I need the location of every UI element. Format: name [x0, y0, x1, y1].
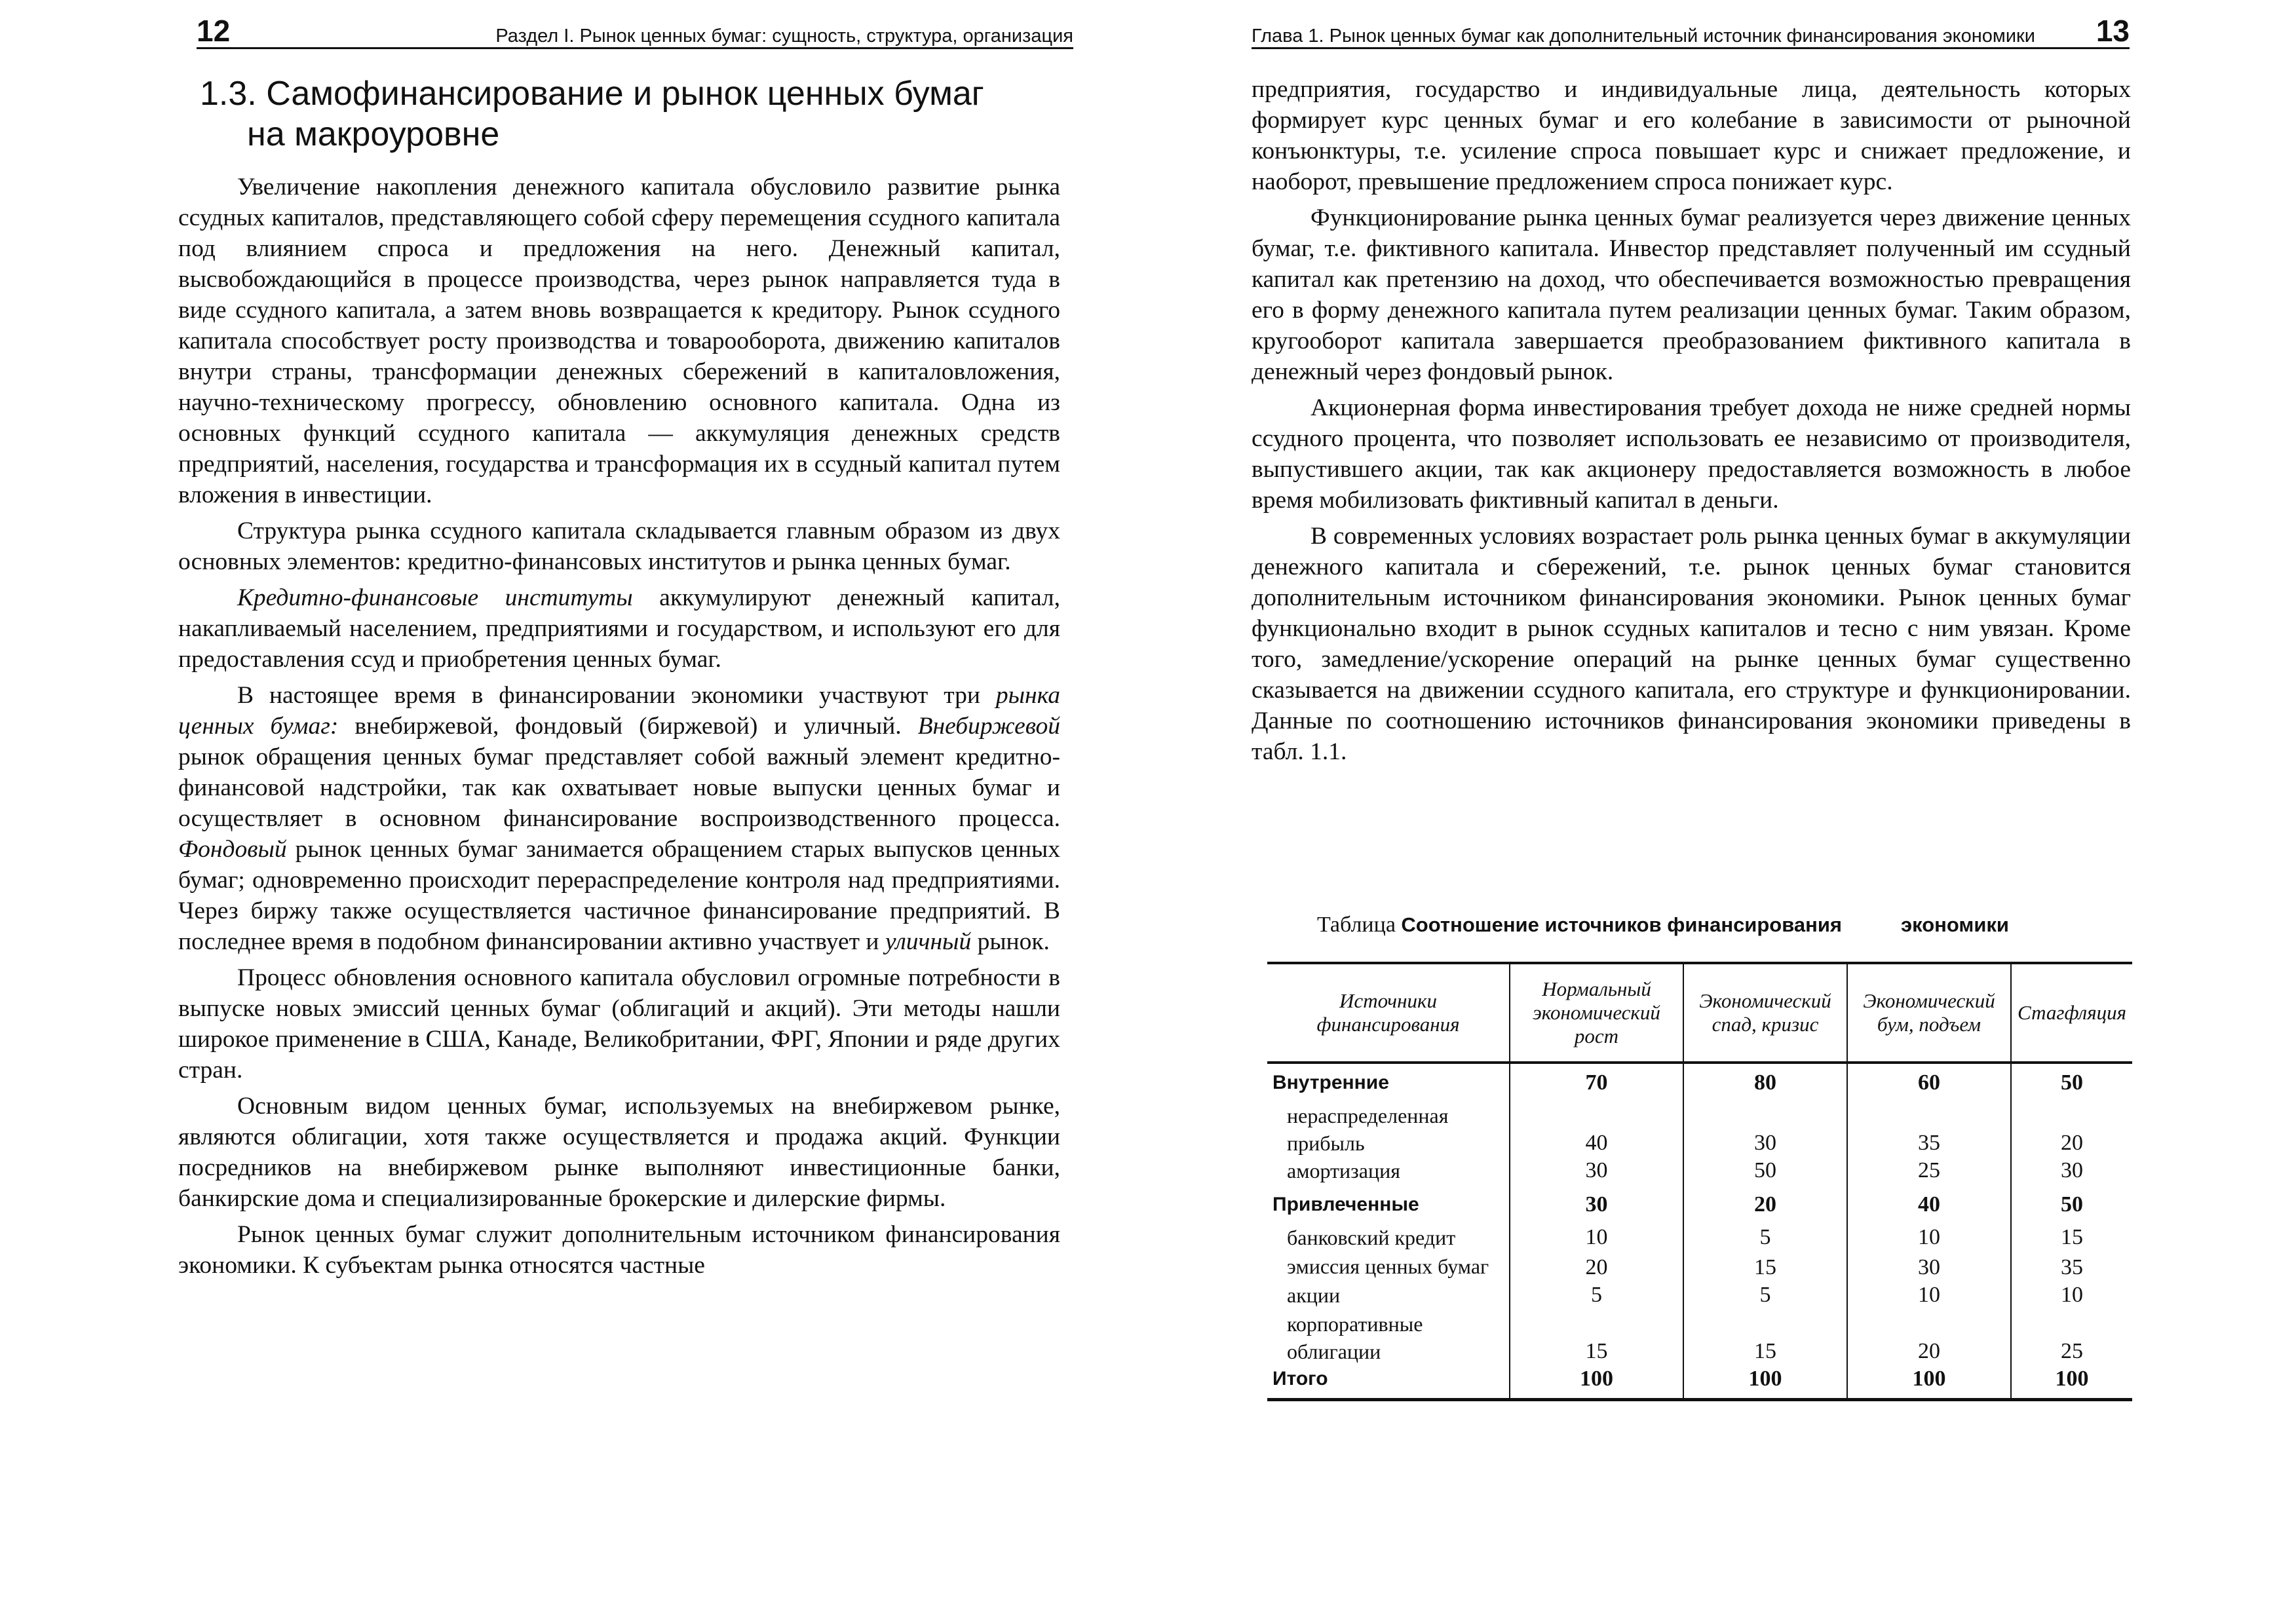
row-label: Привлеченные	[1272, 1194, 1419, 1215]
cell: 100	[2011, 1365, 2132, 1400]
cell: 50	[2011, 1186, 2132, 1224]
row-label: эмиссия ценных бумаг	[1287, 1255, 1489, 1278]
table-row	[1267, 1186, 2132, 1224]
cell: 30	[2011, 1157, 2132, 1186]
cell: 15	[1683, 1310, 1847, 1365]
paragraph-text: внебиржевой, фондовый (биржевой) и уличный.	[338, 713, 918, 740]
emphasis: уличный	[885, 928, 972, 955]
paragraph: Структура рынка ссудного капитала складывается главным образом из двух основных элементов: кредитно-финансовых институтов и рынка ценных бумаг.	[178, 518, 1060, 575]
emphasis: рынка ценных бумаг:	[178, 682, 1060, 740]
cell: 15	[2011, 1224, 2132, 1253]
left-page-number: 12	[197, 14, 231, 48]
cell: 100	[1510, 1365, 1683, 1400]
section-title-line-1: Самофинансирование и рынок ценных бумаг	[266, 75, 984, 113]
cell: 20	[1847, 1310, 2011, 1365]
cell: 30	[1510, 1157, 1683, 1186]
table-row	[1267, 1063, 2132, 1102]
cell: 10	[1510, 1224, 1683, 1253]
column-header-normal-growth: Нормальный экономический рост	[1510, 963, 1683, 1063]
row-label: нераспределенная прибыль	[1287, 1104, 1449, 1155]
emphasis: Кредитно-финансовые институты	[237, 584, 633, 611]
cell: 35	[2011, 1253, 2132, 1281]
row-label: банковский кредит	[1287, 1226, 1456, 1249]
column-header-boom: Экономический бум, подъем	[1847, 963, 2011, 1063]
cell: 40	[1510, 1102, 1683, 1157]
cell: 25	[2011, 1310, 2132, 1365]
cell: 15	[1683, 1253, 1847, 1281]
cell: 5	[1683, 1281, 1847, 1310]
table-caption-title: Соотношение источников финансирования	[1401, 913, 1842, 936]
row-label: акции	[1287, 1283, 1341, 1307]
left-running-title: Раздел I. Рынок ценных бумаг: сущность, структура, организация	[495, 26, 1073, 47]
paragraph: Процесс обновления основного капитала обусловил огромные потребности в выпуске новых эмиссий ценных бумаг (облигаций и акций). Эти методы нашли широкое применение в США, Канаде, Великобритании, ФРГ, Японии и ряде других стран.	[178, 964, 1060, 1084]
cell: 30	[1683, 1102, 1847, 1157]
table-row	[1267, 1102, 2132, 1157]
cell: 5	[1683, 1224, 1847, 1253]
cell: 70	[1510, 1063, 1683, 1102]
section-title-line-2: на макроуровне	[247, 115, 500, 153]
table-caption-prefix: Таблица	[1317, 913, 1402, 937]
cell: 10	[1847, 1224, 2011, 1253]
table-row	[1267, 1224, 2132, 1253]
table-row-total	[1267, 1365, 2132, 1400]
cell: 80	[1683, 1063, 1847, 1102]
cell: 60	[1847, 1063, 2011, 1102]
cell: 15	[1510, 1310, 1683, 1365]
table-row	[1267, 1281, 2132, 1310]
section-number: 1.3.	[200, 75, 257, 113]
left-running-header	[197, 9, 1073, 49]
cell: 5	[1510, 1281, 1683, 1310]
table-caption-tail: экономики	[1901, 913, 2009, 936]
paragraph: предприятия, государство и индивидуальные лица, деятельность которых формирует курс ценных бумаг и его колебание в зависимости от рыночной конъюнктуры, т.е. усиление спроса повышает курс и снижает предложение, и наоборот, превышение предложением спроса понижает курс.	[1252, 76, 2131, 195]
table-row	[1267, 1310, 2132, 1365]
cell: 30	[1847, 1253, 2011, 1281]
section-heading	[200, 73, 1078, 155]
row-label: Внутренние	[1272, 1072, 1389, 1093]
right-page-number: 13	[2095, 14, 2130, 48]
table-row	[1267, 1157, 2132, 1186]
right-page	[1148, 0, 2296, 1624]
table-caption	[1317, 912, 2130, 938]
paragraph: Акционерная форма инвестирования требует дохода не ниже средней нормы ссудного процента, что позволяет использовать ее независимо от производителя, выпустившего акции, так как акционеру предоставляется возможность в любое время мобилизовать фиктивный капитал в деньги.	[1252, 394, 2131, 514]
paragraph-text: В настоящее время в финансировании экономики участвуют три	[237, 682, 996, 709]
paragraph	[178, 680, 1060, 957]
paragraph	[178, 582, 1060, 675]
paragraph-text: рынок обращения ценных бумаг представляет собой важный элемент кредитно-финансовой надстройки, так как охватывает новые выпуски ценных бумаг и осуществляет в основном финансирование воспроизводственного процесса.	[178, 744, 1060, 832]
right-running-header	[1252, 9, 2130, 49]
cell: 50	[1683, 1157, 1847, 1186]
right-running-title: Глава 1. Рынок ценных бумаг как дополнительный источник финансирования экономики	[1252, 26, 2035, 47]
emphasis: Фондовый	[178, 836, 287, 863]
column-header-sources: Источники финансирования	[1267, 963, 1510, 1063]
column-header-stagflation: Стагфляция	[2011, 963, 2132, 1063]
financing-sources-table	[1267, 962, 2132, 1401]
paragraph: Основным видом ценных бумаг, используемых на внебиржевом рынке, являются облигации, хотя также осуществляется и продажа акций. Функции посредников на внебиржевом рынке выполняют инвестиционные банки, банкирские дома и специализированные брокерские и дилерские фирмы.	[178, 1093, 1060, 1212]
cell: 25	[1847, 1157, 2011, 1186]
cell: 10	[2011, 1281, 2132, 1310]
paragraph-text: рынок.	[971, 928, 1050, 955]
cell: 100	[1683, 1365, 1847, 1400]
cell: 10	[1847, 1281, 2011, 1310]
cell: 20	[2011, 1102, 2132, 1157]
column-header-recession: Экономический спад, кризис	[1683, 963, 1847, 1063]
emphasis: Внебиржевой	[917, 713, 1061, 740]
row-label: Итого	[1267, 1365, 1510, 1400]
row-label: корпоративные облигации	[1287, 1312, 1423, 1363]
cell: 40	[1847, 1186, 2011, 1224]
cell: 35	[1847, 1102, 2011, 1157]
row-label: амортизация	[1287, 1159, 1400, 1182]
table-row	[1267, 1253, 2132, 1281]
paragraph-text: рынок ценных бумаг занимается обращением старых выпусков ценных бумаг; одновременно происходит перераспределение контроля над предприятиями. Через биржу также осуществляется частичное финансирование предприятий. В последнее время в подобном финансировании активно участвует и	[178, 836, 1060, 955]
right-body-text	[1252, 74, 2131, 772]
cell: 20	[1510, 1253, 1683, 1281]
left-body-text	[178, 172, 1060, 1286]
cell: 100	[1847, 1365, 2011, 1400]
cell: 30	[1510, 1186, 1683, 1224]
paragraph: Функционирование рынка ценных бумаг реализуется через движение ценных бумаг, т.е. фиктивного капитала. Инвестор представляет полученный им ссудный капитал как претензию на доход, что обеспечивается возможностью превращения его в форму денежного капитала путем реализации ценных бумаг. Таким образом, кругооборот капитала завершается преобразованием фиктивного капитала в денежный через фондовый рынок.	[1252, 204, 2131, 385]
paragraph: Увеличение накопления денежного капитала обусловило развитие рынка ссудных капиталов, представляющего собой сферу перемещения ссудного капитала под влиянием спроса и предложения на него. Денежный капитал, высвобождающийся в процессе производства, через рынок направляется туда в виде ссудного капитала, а затем вновь возвращается к кредитору. Рынок ссудного капитала способствует росту производства и товарооборота, движению капиталов внутри страны, трансформации денежных сбережений в капиталовложения, научно-техническому прогрессу, обновлению основного капитала. Одна из основных функций ссудного капитала — аккумуляция денежных средств предприятий, населения, государства и трансформация их в ссудный капитал путем вложения в инвестиции.	[178, 174, 1060, 508]
paragraph: В современных условиях возрастает роль рынка ценных бумаг в аккумуляции денежного капитала и сбережений, т.е. рынок ценных бумаг становится дополнительным источником финансирования экономики. Рынок ценных бумаг функционально входит в рынок ссудных капиталов и тесно с ним увязан. Кроме того, замедление/ускорение операций на рынке ценных бумаг существенно сказывается на движении ссудного капитала, его структуре и функционировании. Данные по соотношению источников финансирования экономики приведены в табл. 1.1.	[1252, 523, 2131, 765]
cell: 20	[1683, 1186, 1847, 1224]
table-header-row	[1267, 963, 2132, 1063]
paragraph-text: аккумулируют денежный капитал, накапливаемый населением, предприятиями и государством, и используют его для предоставления ссуд и приобретения ценных бумаг.	[178, 584, 1061, 673]
cell: 50	[2011, 1063, 2132, 1102]
paragraph: Рынок ценных бумаг служит дополнительным источником финансирования экономики. К субъектам рынка относятся частные	[178, 1221, 1060, 1279]
